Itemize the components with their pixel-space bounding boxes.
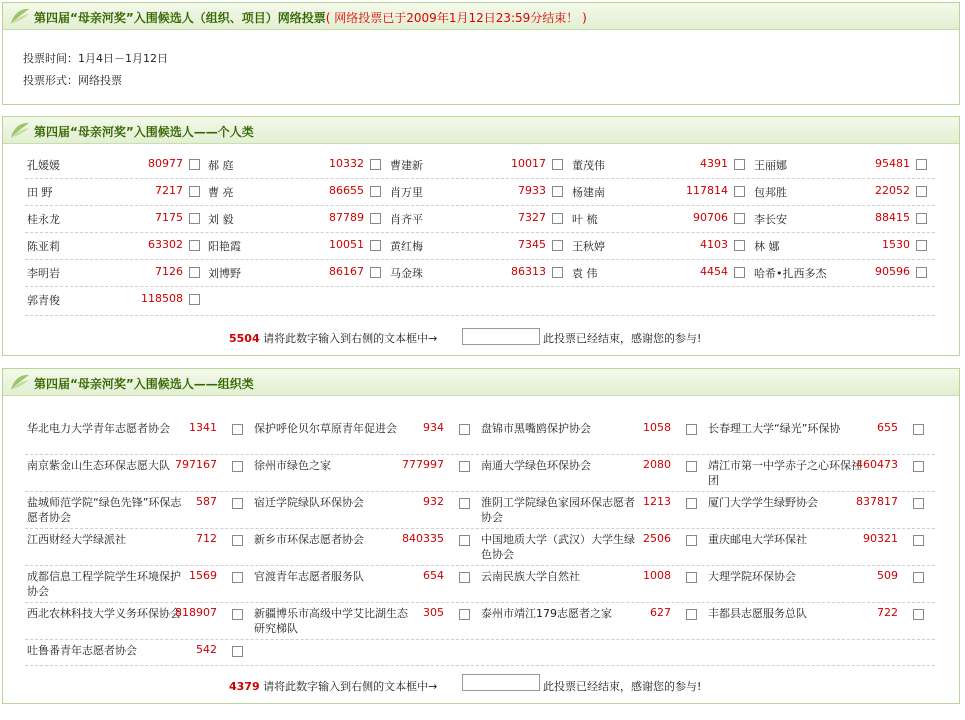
organization-name: 盐城师范学院“绿色先锋”环保志愿者协会 bbox=[27, 496, 182, 524]
vote-count: 655 bbox=[877, 421, 898, 434]
vote-checkbox[interactable] bbox=[232, 461, 243, 472]
vote-checkbox[interactable] bbox=[370, 159, 381, 170]
vote-count: 80977 bbox=[148, 157, 183, 170]
vote-checkbox[interactable] bbox=[913, 572, 924, 583]
vote-count: 7345 bbox=[518, 238, 546, 251]
vote-count: 63302 bbox=[148, 238, 183, 251]
row-divider bbox=[25, 639, 935, 640]
vote-checkbox[interactable] bbox=[686, 609, 697, 620]
vote-checkbox[interactable] bbox=[913, 609, 924, 620]
candidate-name: 林 娜 bbox=[754, 240, 780, 253]
vote-count: 542 bbox=[196, 643, 217, 656]
vote-count: 818907 bbox=[175, 606, 217, 619]
candidate-name: 哈希•扎西多杰 bbox=[754, 267, 827, 280]
vote-count: 934 bbox=[423, 421, 444, 434]
vote-count: 797167 bbox=[175, 458, 217, 471]
voting-ended-message: 此投票已经结束，感谢您的参与! bbox=[543, 332, 702, 345]
candidate-name: 黄红梅 bbox=[390, 240, 423, 253]
candidate-name: 李长安 bbox=[754, 213, 787, 226]
organization-name: 新疆博乐市高级中学艾比湖生态研究梯队 bbox=[254, 607, 408, 635]
verify-code-input[interactable] bbox=[462, 674, 540, 691]
candidate-name: 李明岩 bbox=[27, 267, 60, 280]
voting-ended-message: 此投票已经结束，感谢您的参与! bbox=[543, 680, 702, 693]
vote-count: 777997 bbox=[402, 458, 444, 471]
vote-checkbox[interactable] bbox=[734, 213, 745, 224]
vote-checkbox[interactable] bbox=[913, 498, 924, 509]
vote-checkbox[interactable] bbox=[459, 609, 470, 620]
vote-checkbox[interactable] bbox=[686, 498, 697, 509]
verify-code: 5504 bbox=[229, 332, 260, 345]
vote-count: 88415 bbox=[875, 211, 910, 224]
vote-checkbox[interactable] bbox=[913, 424, 924, 435]
vote-count: 1569 bbox=[189, 569, 217, 582]
vote-checkbox[interactable] bbox=[913, 535, 924, 546]
verify-prompt: 请将此数字输入到右侧的文本框中→ bbox=[263, 680, 438, 693]
vote-checkbox[interactable] bbox=[232, 572, 243, 583]
vote-count: 712 bbox=[196, 532, 217, 545]
vote-count: 87789 bbox=[329, 211, 364, 224]
vote-count: 7175 bbox=[155, 211, 183, 224]
individuals-title: 第四届“母亲河奖”入围候选人——个人类 bbox=[34, 125, 254, 139]
vote-checkbox[interactable] bbox=[916, 186, 927, 197]
candidate-name: 陈亚莉 bbox=[27, 240, 60, 253]
vote-checkbox[interactable] bbox=[189, 294, 200, 305]
vote-count: 86313 bbox=[511, 265, 546, 278]
row-divider bbox=[25, 232, 935, 233]
vote-count: 654 bbox=[423, 569, 444, 582]
vote-count: 7327 bbox=[518, 211, 546, 224]
vote-checkbox[interactable] bbox=[459, 424, 470, 435]
vote-count: 86655 bbox=[329, 184, 364, 197]
vote-count: 10332 bbox=[329, 157, 364, 170]
candidate-name: 郝 庭 bbox=[208, 159, 234, 172]
voting-header bbox=[3, 3, 959, 30]
candidate-name: 王丽娜 bbox=[754, 159, 787, 172]
vote-count: 86167 bbox=[329, 265, 364, 278]
vote-checkbox[interactable] bbox=[734, 240, 745, 251]
vote-checkbox[interactable] bbox=[232, 609, 243, 620]
row-divider bbox=[25, 565, 935, 566]
candidate-name: 董茂伟 bbox=[572, 159, 605, 172]
vote-count: 95481 bbox=[875, 157, 910, 170]
verify-prompt: 请将此数字输入到右侧的文本框中→ bbox=[263, 332, 438, 345]
vote-checkbox[interactable] bbox=[916, 240, 927, 251]
vote-count: 837817 bbox=[856, 495, 898, 508]
vote-checkbox[interactable] bbox=[232, 646, 243, 657]
candidate-name: 杨建南 bbox=[572, 186, 605, 199]
voting-title: 第四届“母亲河奖”入围候选人（组织、项目）网络投票( 网络投票已于2009年1月12日23:59分结束！ ) bbox=[34, 11, 587, 25]
individuals-panel bbox=[2, 116, 960, 356]
vote-checkbox[interactable] bbox=[370, 186, 381, 197]
vote-count: 460473 bbox=[856, 458, 898, 471]
row-divider bbox=[25, 665, 935, 666]
organization-name: 官渡青年志愿者服务队 bbox=[254, 570, 364, 583]
organization-name: 南京紫金山生态环保志愿大队 bbox=[27, 459, 170, 472]
vote-count: 722 bbox=[877, 606, 898, 619]
vote-checkbox[interactable] bbox=[552, 213, 563, 224]
vote-count: 2080 bbox=[643, 458, 671, 471]
candidate-name: 王秋婷 bbox=[572, 240, 605, 253]
row-divider bbox=[25, 205, 935, 206]
vote-checkbox[interactable] bbox=[686, 535, 697, 546]
organization-name: 长春理工大学“绿光”环保协 bbox=[708, 422, 841, 435]
vote-checkbox[interactable] bbox=[459, 461, 470, 472]
organization-name: 云南民族大学自然社 bbox=[481, 570, 580, 583]
vote-count: 7217 bbox=[155, 184, 183, 197]
candidate-name: 刘 毅 bbox=[208, 213, 234, 226]
row-divider bbox=[25, 528, 935, 529]
candidate-name: 肖万里 bbox=[390, 186, 423, 199]
vote-count: 10051 bbox=[329, 238, 364, 251]
organization-name: 西北农林科技大学义务环保协会 bbox=[27, 607, 181, 620]
organizations-panel bbox=[2, 368, 960, 704]
vote-checkbox[interactable] bbox=[916, 213, 927, 224]
vote-checkbox[interactable] bbox=[459, 535, 470, 546]
row-divider bbox=[25, 602, 935, 603]
vote-checkbox[interactable] bbox=[370, 240, 381, 251]
vote-checkbox[interactable] bbox=[189, 186, 200, 197]
candidate-name: 袁 伟 bbox=[572, 267, 598, 280]
vote-count: 22052 bbox=[875, 184, 910, 197]
vote-count: 1008 bbox=[643, 569, 671, 582]
vote-count: 90321 bbox=[863, 532, 898, 545]
row-divider bbox=[25, 454, 935, 455]
vote-checkbox[interactable] bbox=[370, 213, 381, 224]
vote-count: 10017 bbox=[511, 157, 546, 170]
vote-count: 90596 bbox=[875, 265, 910, 278]
organization-name: 新乡市环保志愿者协会 bbox=[254, 533, 364, 546]
organization-name: 重庆邮电大学环保社 bbox=[708, 533, 807, 546]
verify-code: 4379 bbox=[229, 680, 260, 693]
organization-name: 大理学院环保协会 bbox=[708, 570, 796, 583]
vote-checkbox[interactable] bbox=[232, 424, 243, 435]
organizations-title: 第四届“母亲河奖”入围候选人——组织类 bbox=[34, 377, 254, 391]
vote-checkbox[interactable] bbox=[552, 240, 563, 251]
vote-checkbox[interactable] bbox=[686, 461, 697, 472]
vote-count: 509 bbox=[877, 569, 898, 582]
voting-time: 投票时间：1月4日－1月12日 bbox=[23, 52, 168, 65]
vote-count: 840335 bbox=[402, 532, 444, 545]
organization-name: 淮阴工学院绿色家园环保志愿者协会 bbox=[481, 496, 635, 524]
vote-count: 2506 bbox=[643, 532, 671, 545]
candidate-name: 阳艳霞 bbox=[208, 240, 241, 253]
individuals-verify bbox=[229, 330, 437, 346]
vote-checkbox[interactable] bbox=[189, 159, 200, 170]
organization-name: 宿迁学院绿队环保协会 bbox=[254, 496, 364, 509]
organization-name: 丰都县志愿服务总队 bbox=[708, 607, 807, 620]
vote-checkbox[interactable] bbox=[189, 213, 200, 224]
vote-checkbox[interactable] bbox=[459, 498, 470, 509]
organization-name: 南通大学绿色环保协会 bbox=[481, 459, 591, 472]
vote-checkbox[interactable] bbox=[189, 267, 200, 278]
organization-name: 中国地质大学（武汉）大学生绿色协会 bbox=[481, 533, 635, 561]
vote-count: 1530 bbox=[882, 238, 910, 251]
vote-checkbox[interactable] bbox=[916, 267, 927, 278]
organization-name: 华北电力大学青年志愿者协会 bbox=[27, 422, 170, 435]
vote-checkbox[interactable] bbox=[552, 159, 563, 170]
organizations-header bbox=[3, 369, 959, 396]
individuals-header bbox=[3, 117, 959, 144]
vote-checkbox[interactable] bbox=[734, 267, 745, 278]
row-divider bbox=[25, 259, 935, 260]
row-divider bbox=[25, 286, 935, 287]
vote-checkbox[interactable] bbox=[459, 572, 470, 583]
organization-name: 徐州市绿色之家 bbox=[254, 459, 331, 472]
candidate-name: 曹建新 bbox=[390, 159, 423, 172]
vote-count: 587 bbox=[196, 495, 217, 508]
organizations-verify bbox=[229, 678, 437, 694]
row-divider bbox=[25, 491, 935, 492]
row-divider bbox=[25, 178, 935, 179]
vote-count: 90706 bbox=[693, 211, 728, 224]
candidate-name: 田 野 bbox=[27, 186, 53, 199]
organization-name: 盘锦市黑嘴鸥保护协会 bbox=[481, 422, 591, 435]
voting-info-panel bbox=[2, 2, 960, 105]
candidate-name: 桂永龙 bbox=[27, 213, 60, 226]
vote-count: 118508 bbox=[141, 292, 183, 305]
vote-checkbox[interactable] bbox=[913, 461, 924, 472]
vote-count: 932 bbox=[423, 495, 444, 508]
voting-ended-note: ( 网络投票已于2009年1月12日23:59分结束！ ) bbox=[325, 11, 587, 25]
row-divider bbox=[25, 315, 935, 316]
voting-form: 投票形式：网络投票 bbox=[23, 74, 122, 87]
organization-name: 保护呼伦贝尔草原青年促进会 bbox=[254, 422, 397, 435]
organization-name: 成都信息工程学院学生环境保护协会 bbox=[27, 570, 181, 598]
candidate-name: 曹 亮 bbox=[208, 186, 234, 199]
organization-name: 江西财经大学绿派社 bbox=[27, 533, 126, 546]
vote-count: 305 bbox=[423, 606, 444, 619]
candidate-name: 叶 梳 bbox=[572, 213, 598, 226]
vote-count: 1058 bbox=[643, 421, 671, 434]
candidate-name: 肖齐平 bbox=[390, 213, 423, 226]
vote-checkbox[interactable] bbox=[232, 535, 243, 546]
candidate-name: 刘博野 bbox=[208, 267, 241, 280]
vote-checkbox[interactable] bbox=[686, 572, 697, 583]
vote-count: 4391 bbox=[700, 157, 728, 170]
candidate-name: 郭青俊 bbox=[27, 294, 60, 307]
vote-count: 627 bbox=[650, 606, 671, 619]
vote-checkbox[interactable] bbox=[189, 240, 200, 251]
vote-count: 1213 bbox=[643, 495, 671, 508]
vote-count: 117814 bbox=[686, 184, 728, 197]
organization-name: 靖江市第一中学赤子之心环保社团 bbox=[708, 459, 862, 487]
vote-count: 4103 bbox=[700, 238, 728, 251]
candidate-name: 马金珠 bbox=[390, 267, 423, 280]
candidate-name: 孔媛媛 bbox=[27, 159, 60, 172]
vote-checkbox[interactable] bbox=[916, 159, 927, 170]
vote-checkbox[interactable] bbox=[734, 159, 745, 170]
vote-count: 4454 bbox=[700, 265, 728, 278]
leaf-icon bbox=[9, 372, 31, 392]
vote-checkbox[interactable] bbox=[686, 424, 697, 435]
vote-checkbox[interactable] bbox=[232, 498, 243, 509]
vote-checkbox[interactable] bbox=[370, 267, 381, 278]
leaf-icon bbox=[9, 120, 31, 140]
verify-code-input[interactable] bbox=[462, 328, 540, 345]
vote-count: 1341 bbox=[189, 421, 217, 434]
vote-checkbox[interactable] bbox=[552, 186, 563, 197]
vote-checkbox[interactable] bbox=[734, 186, 745, 197]
organization-name: 泰州市靖江179志愿者之家 bbox=[481, 607, 612, 620]
vote-count: 7126 bbox=[155, 265, 183, 278]
organization-name: 厦门大学学生绿野协会 bbox=[708, 496, 818, 509]
candidate-name: 包邦胜 bbox=[754, 186, 787, 199]
vote-checkbox[interactable] bbox=[552, 267, 563, 278]
leaf-icon bbox=[9, 6, 31, 26]
organization-name: 吐鲁番青年志愿者协会 bbox=[27, 644, 137, 657]
vote-count: 7933 bbox=[518, 184, 546, 197]
